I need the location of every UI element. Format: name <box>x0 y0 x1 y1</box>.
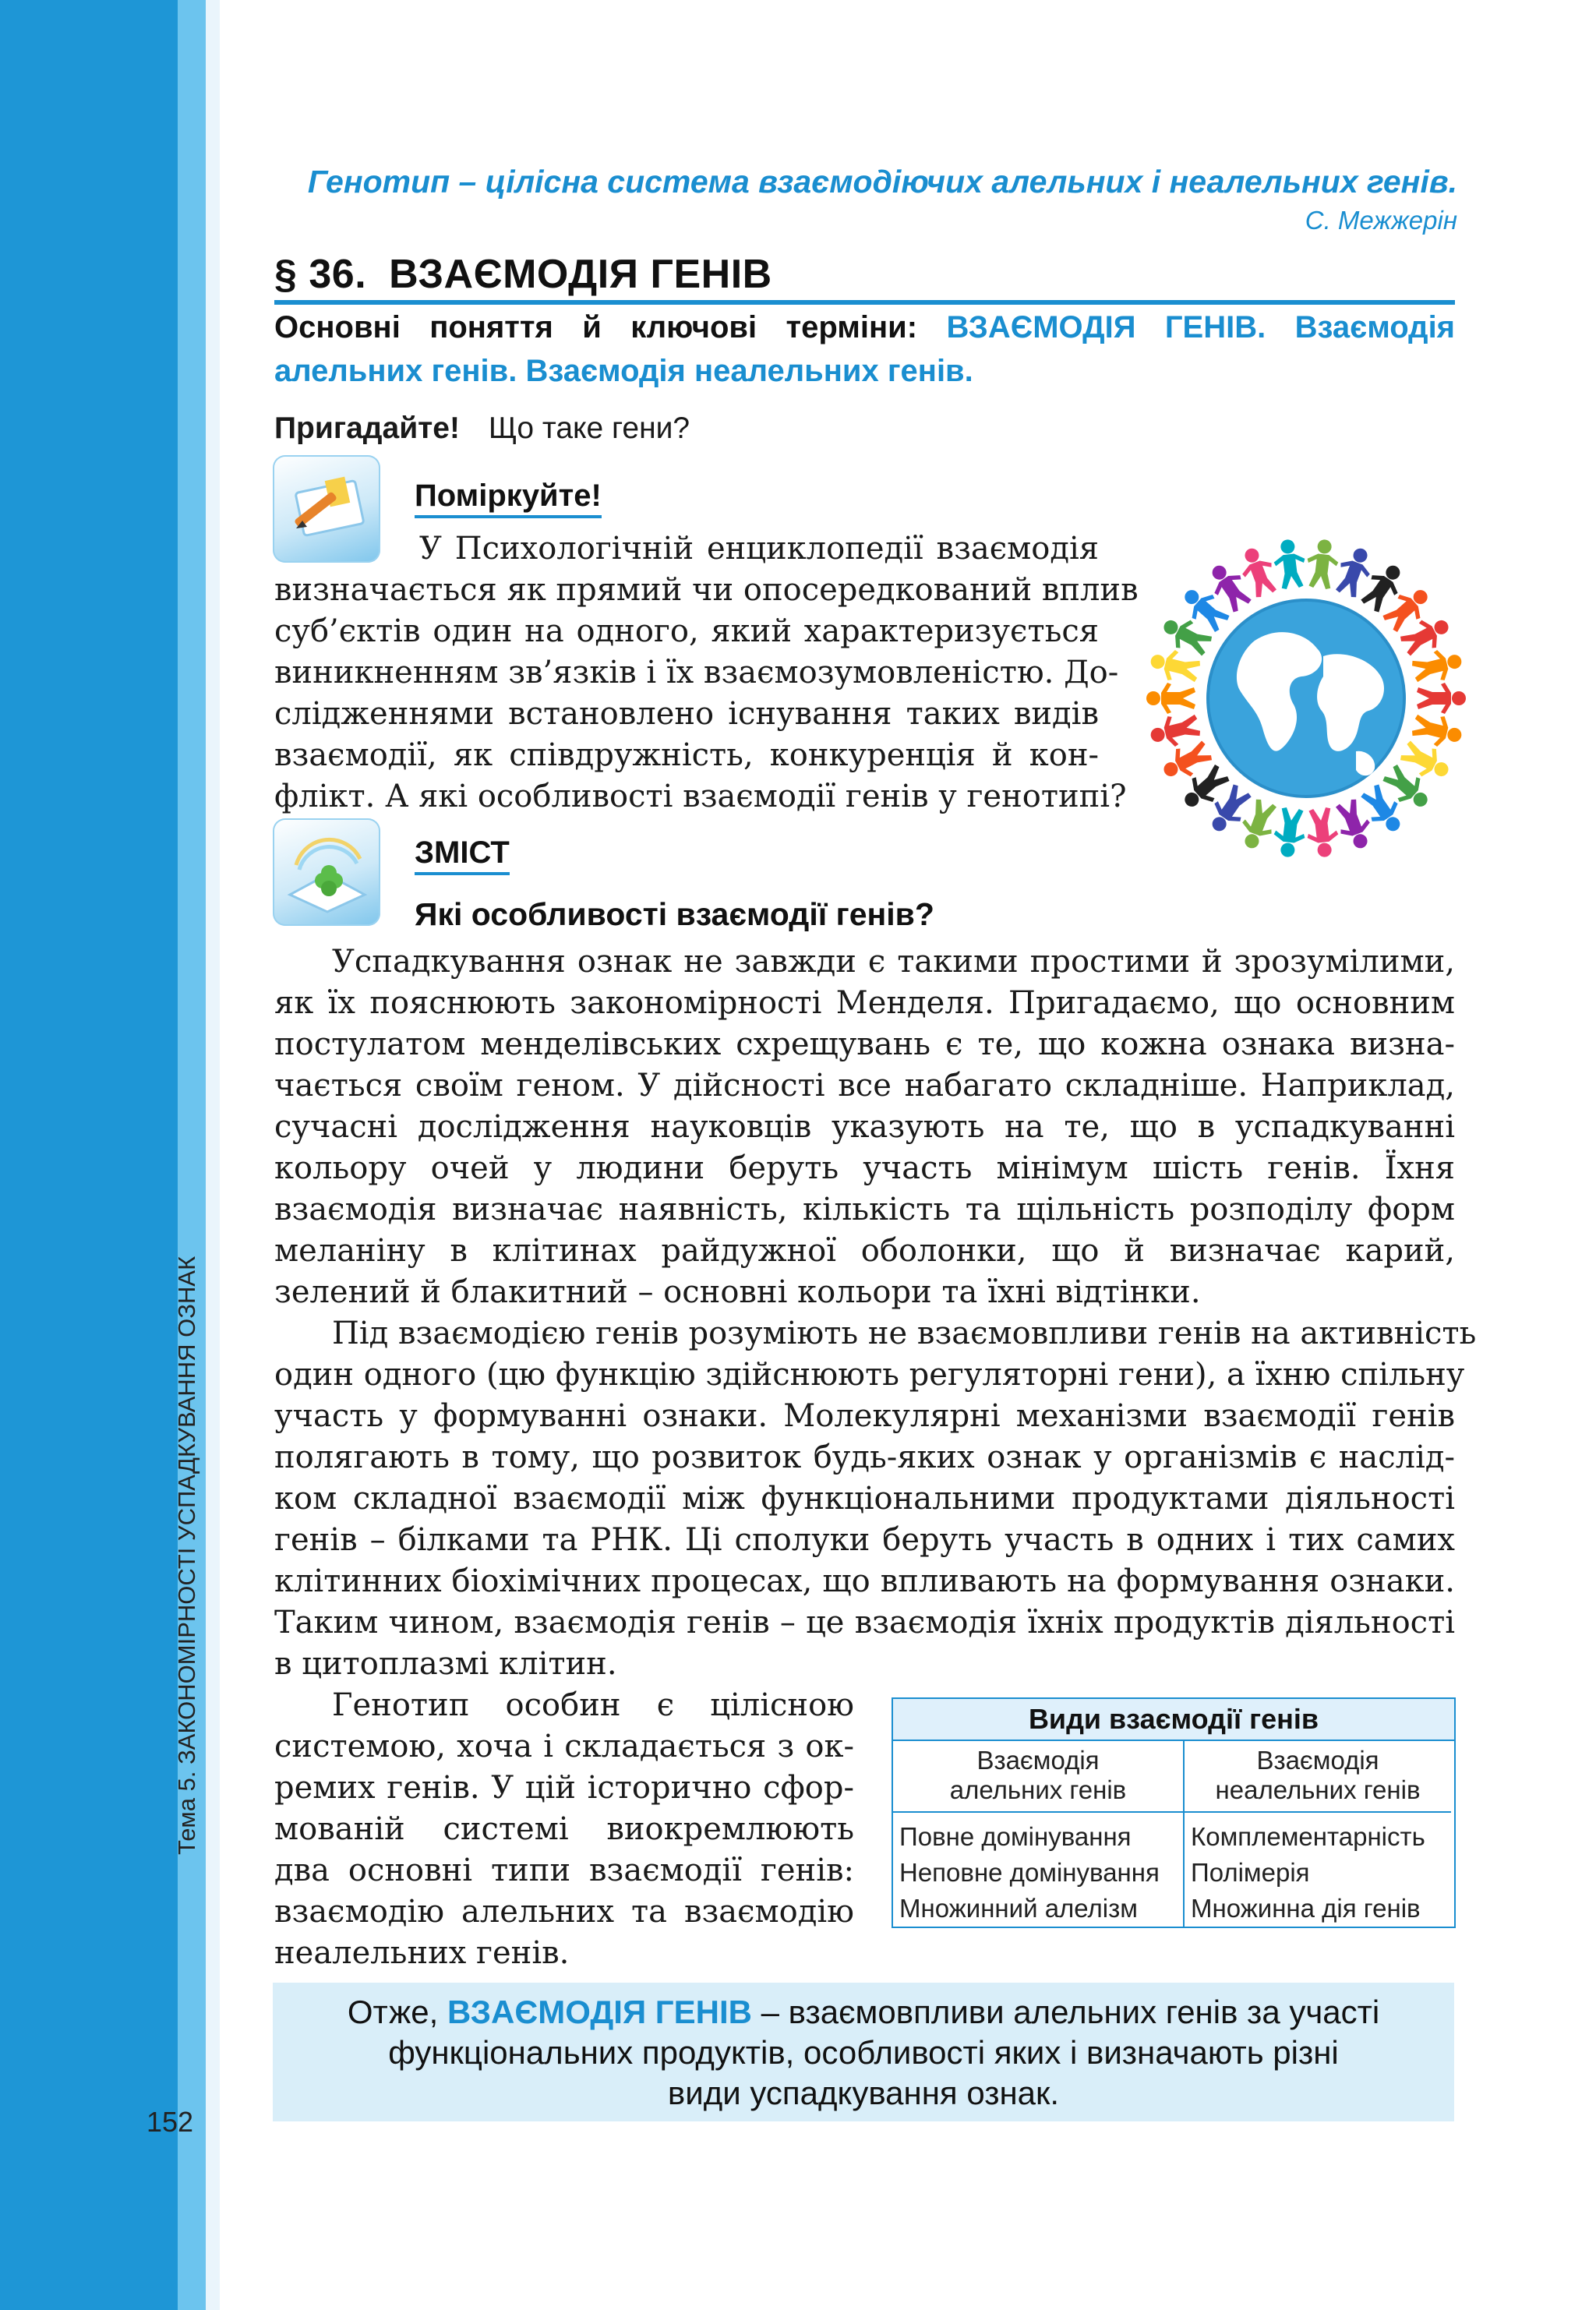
body-line: сучасні дослідження науковців указують на те, що в успадкуванні <box>274 1109 1455 1145</box>
body-line: взаємодія визначає наявність, кількість та щільність розподілу форм <box>274 1192 1455 1227</box>
paper-person <box>1147 645 1202 687</box>
page-number: 152 <box>147 2106 194 2138</box>
paper-person <box>1304 807 1340 859</box>
body-line: як їх пояснюють закономірності Менделя. Пригадаємо, що основним <box>274 985 1455 1021</box>
recall-label: Пригадайте! <box>274 411 460 445</box>
section-number: § 36. <box>274 252 367 297</box>
table-item: Множинний алелізм <box>899 1894 1138 1923</box>
body-line: Під взаємодією генів розуміють не взаємовпливи генів на активність <box>332 1316 1477 1351</box>
table-header-text: неалельних генів <box>1215 1775 1421 1804</box>
recall-question: Що таке гени? <box>488 411 690 445</box>
body-line: кольору очей у людини беруть участь мінімум шість генів. Їхня <box>274 1150 1455 1186</box>
table-item: Повне домінування <box>899 1822 1132 1851</box>
paper-person <box>1271 807 1308 859</box>
body-line: ремих генів. У цій історично сфор- <box>274 1770 854 1806</box>
paper-person <box>1331 543 1378 600</box>
section-rule <box>274 300 1455 305</box>
summary-line-3: види успадкування ознак. <box>667 2075 1060 2111</box>
think-line: слідженнями встановлено існування таких видів <box>274 696 1099 732</box>
body-line: полягають в тому, що розвиток будь-яких ознак у організмів є наслід- <box>274 1439 1455 1475</box>
table-header-text: Взаємодія <box>976 1746 1100 1775</box>
paper-person <box>1235 796 1282 853</box>
think-line: взаємодії, як співдружність, конкуренція й кон- <box>274 737 1099 773</box>
paper-person <box>1331 796 1378 853</box>
body-line: зелений й блакитний – основні кольори та їхні відтінки. <box>274 1274 1201 1310</box>
table-item: Комплементарність <box>1191 1822 1425 1851</box>
topic-title: Тема 5. ЗАКОНОМІРНОСТІ УСПАДКУВАННЯ ОЗНАК <box>173 1256 200 1855</box>
epigraph-author: С. Межжерін <box>1305 206 1457 235</box>
summary-text: – взаємовпливи алельних генів за участі <box>761 1994 1380 2030</box>
paper-person <box>1410 645 1465 687</box>
think-heading: Поміркуйте! <box>415 479 602 518</box>
paper-person <box>1271 538 1308 590</box>
side-stripe-inner <box>178 0 206 2310</box>
gene-interaction-table <box>892 1697 1456 1928</box>
body-line: системою, хоча і складається з ок- <box>274 1729 854 1764</box>
body-line: генів – білками та РНК. Ці сполуки беруть участь в одних і тих самих <box>274 1522 1455 1558</box>
paper-person <box>1235 543 1282 600</box>
table-header-allelic <box>893 1741 1185 1813</box>
key-term-list: алельних генів. Взаємодія неалельних генів. <box>274 354 973 388</box>
body-line: мованій системі виокремлюють <box>274 1811 854 1847</box>
body-line: в цитоплазмі клітин. <box>274 1646 617 1682</box>
think-line: суб’єктів один на одного, який характеризується <box>274 613 1099 649</box>
body-line: чається своїм геном. У дійсності все набагато складніше. Наприклад, <box>274 1068 1455 1104</box>
paper-person <box>1147 710 1202 752</box>
table-header-nonallelic <box>1185 1741 1451 1813</box>
table-body-row <box>893 1813 1454 1927</box>
epigraph-quote: Генотип – цілісна система взаємодіючих алельних і неалельних генів. <box>307 164 1457 200</box>
summary-line-2: функціональних продуктів, особливості яких і визначають різні <box>388 2034 1339 2071</box>
key-terms-line-1 <box>274 310 1455 345</box>
body-line: Таким чином, взаємодія генів – це взаємодія їхніх продуктів діяльності <box>274 1605 1455 1641</box>
body-line: клітинних біохімічних процесах, що впливають на формування ознаки. <box>274 1563 1455 1599</box>
think-line: флікт. А які особливості взаємодії генів у генотипі? <box>274 779 1127 814</box>
table-item: Полімерія <box>1191 1858 1310 1887</box>
table-cell-allelic <box>893 1813 1185 1927</box>
key-terms-line-2 <box>274 354 1455 389</box>
body-line: постулатом менделівських схрещувань є те, що кожна ознака визна- <box>274 1026 1455 1062</box>
body-line: взаємодію алельних та взаємодію <box>274 1894 854 1930</box>
body-line: неалельних генів. <box>274 1935 570 1971</box>
globe-people-illustration <box>1138 524 1474 860</box>
summary-term: ВЗАЄМОДІЯ ГЕНІВ <box>447 1994 752 2030</box>
summary-prefix: Отже, <box>347 1994 439 2030</box>
body-line: ком складної взаємодії між функціональними продуктами діяльності <box>274 1481 1455 1517</box>
content-heading: ЗМІСТ <box>415 835 510 875</box>
recall-prompt <box>274 411 690 446</box>
side-stripe-edge <box>206 0 220 2310</box>
table-title: Види взаємодії генів <box>893 1699 1454 1741</box>
think-line: У Психологічній енциклопедії взаємодія <box>419 531 1099 567</box>
table-item: Множинна дія генів <box>1191 1894 1421 1923</box>
content-subheading: Які особливості взаємодії генів? <box>415 896 934 932</box>
key-term-main: ВЗАЄМОДІЯ ГЕНІВ. <box>946 310 1266 344</box>
body-line: один одного (цю функцію здійснюють регуляторні гени), а їхню спільну <box>274 1357 1465 1393</box>
body-line: два основні типи взаємодії генів: <box>274 1853 854 1888</box>
table-cell-nonallelic <box>1185 1813 1451 1927</box>
table-header-text: алельних генів <box>949 1775 1127 1804</box>
section-title <box>274 251 772 298</box>
clover-book-icon <box>273 818 380 926</box>
table-header-text: Взаємодія <box>1256 1746 1379 1775</box>
body-line: участь у формуванні ознаки. Молекулярні механізми взаємодії генів <box>274 1398 1455 1434</box>
body-line: Генотип особин є цілісною <box>332 1687 854 1723</box>
paper-person <box>1304 538 1340 590</box>
section-name: ВЗАЄМОДІЯ ГЕНІВ <box>389 252 772 297</box>
summary-box <box>273 1983 1454 2121</box>
paper-person <box>1417 683 1466 714</box>
think-line: визначається як прямий чи опосередкований вплив <box>274 572 1139 608</box>
summary-line-1 <box>273 1994 1454 2031</box>
paper-person <box>1410 710 1465 752</box>
think-line: виникненням зв’язків і їх взаємозумовленістю. До- <box>274 655 1119 691</box>
paper-person <box>1146 683 1195 714</box>
key-term-allelic: Взаємодія <box>1294 310 1456 344</box>
body-line: меланіну в клітинах райдужної оболонки, що й визначає карий, <box>274 1233 1455 1269</box>
key-terms-label: Основні поняття й ключові терміни: <box>274 310 918 344</box>
side-stripe <box>0 0 178 2310</box>
table-item: Неповне домінування <box>899 1858 1160 1887</box>
pencil-notebook-icon <box>273 455 380 563</box>
table-header-row <box>893 1741 1454 1813</box>
body-line: Успадкування ознак не завжди є такими простими й зрозумілими, <box>332 944 1455 980</box>
